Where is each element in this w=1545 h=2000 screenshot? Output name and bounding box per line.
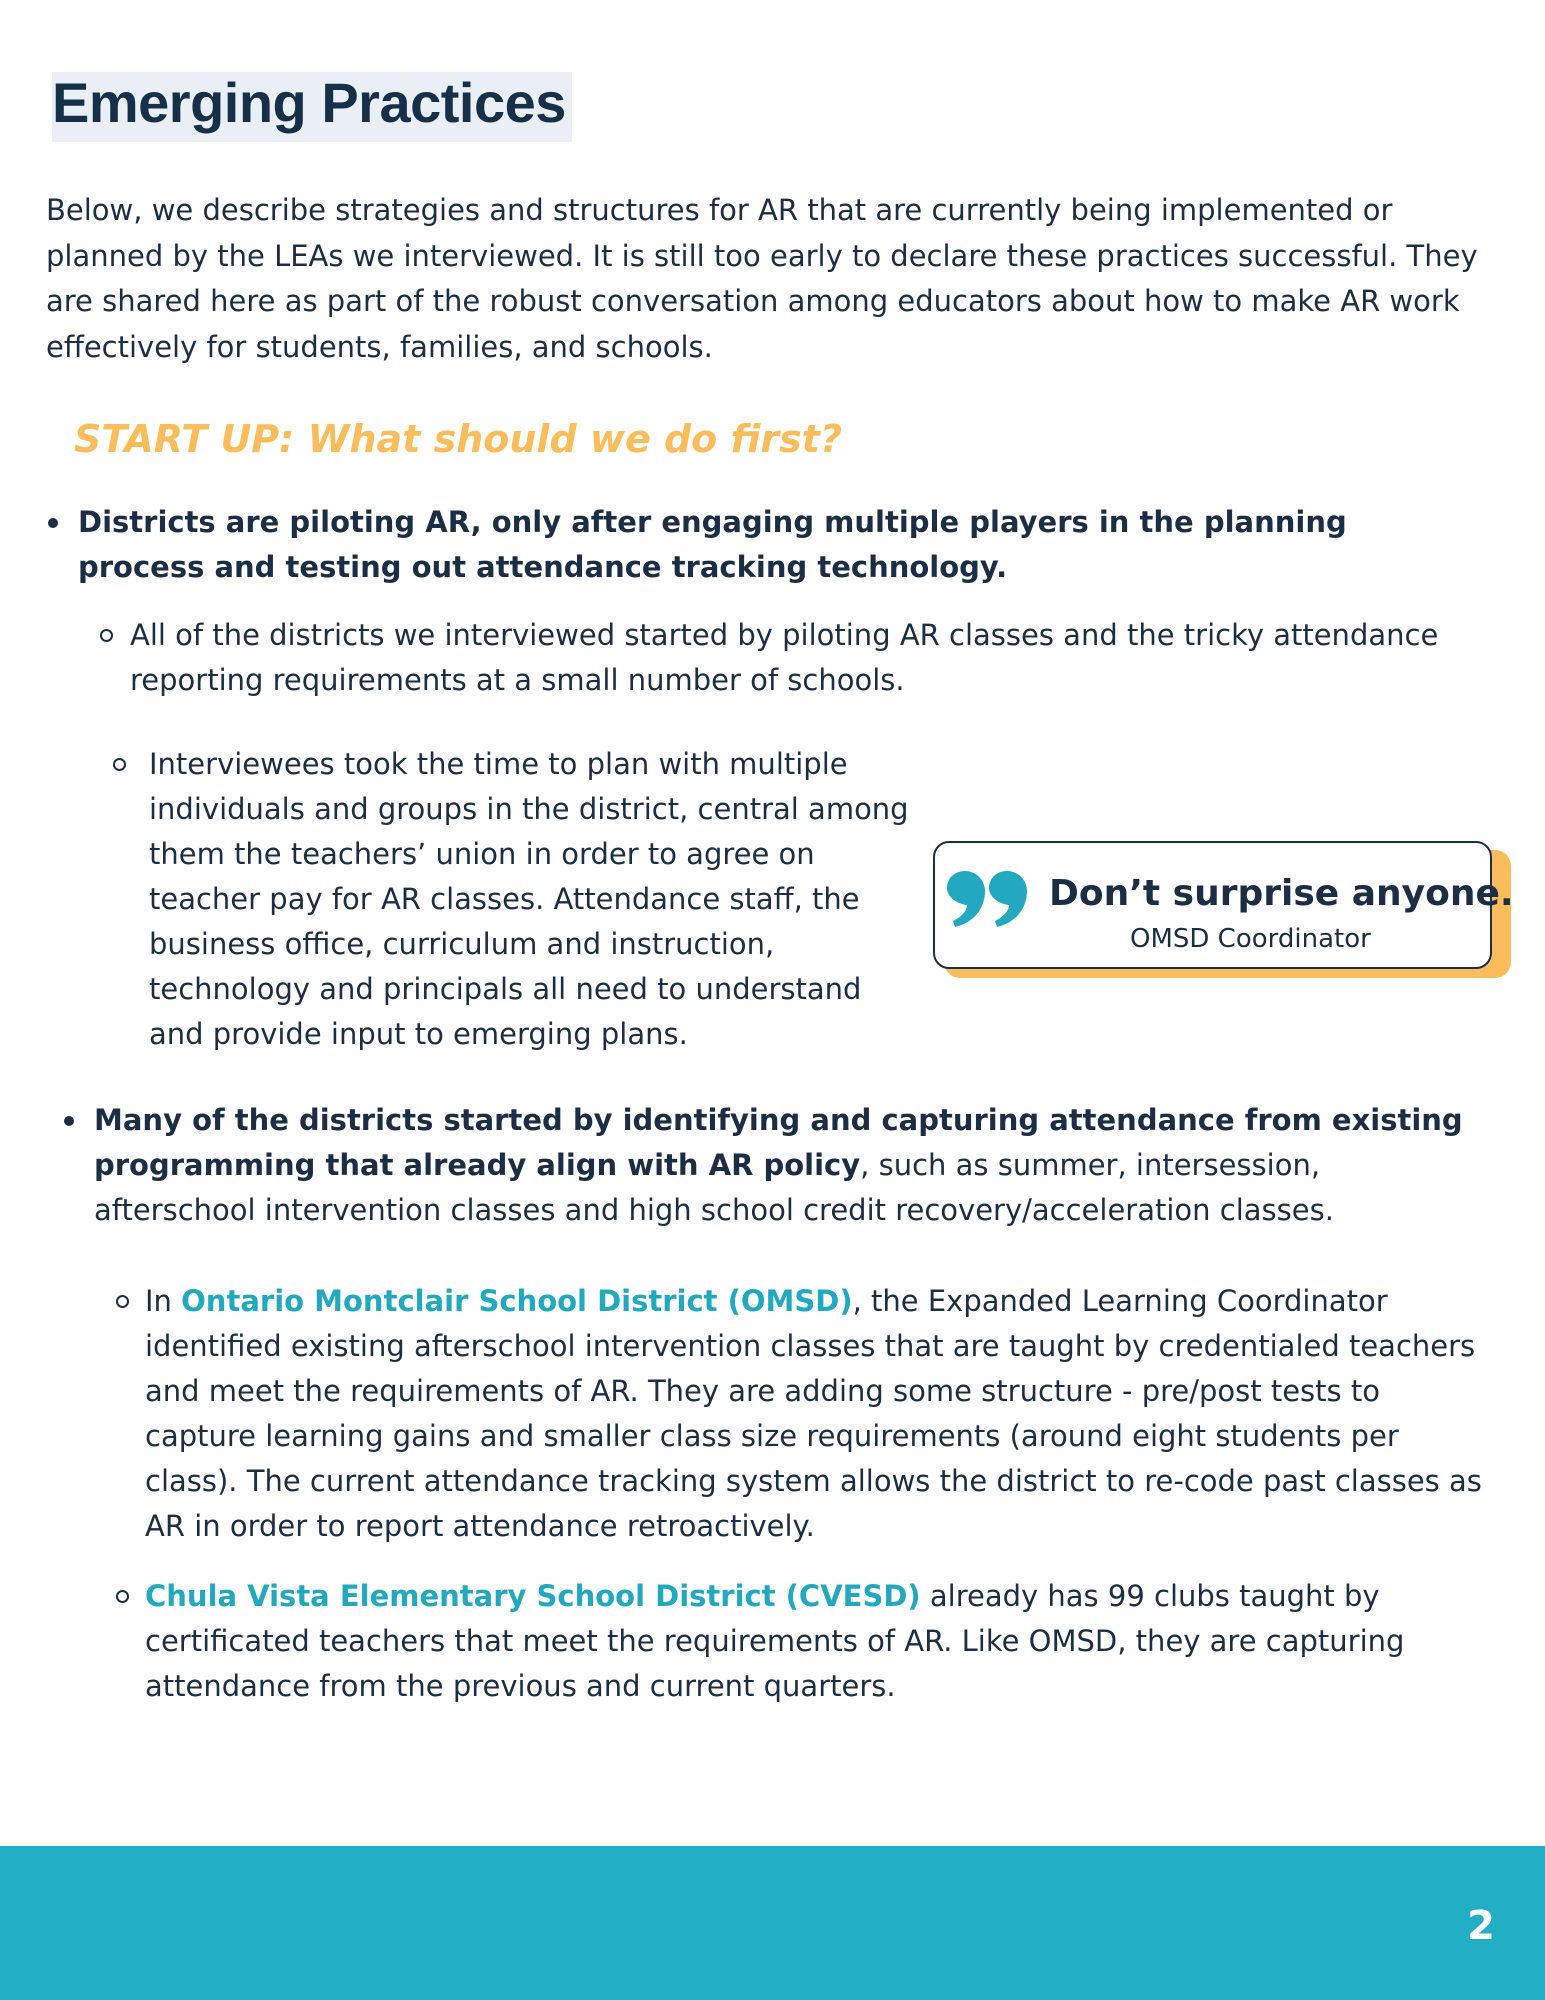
bullet-piloting [48,500,1448,590]
bullet-dot [48,518,58,528]
subbullet-cvesd-rest: already has 99 clubs taught by certificated teachers that meet the requirements of AR. Like OMSD, they are capturing attendance from the previous and current quarters. [145,1579,1405,1703]
district-link-omsd: Ontario Montclair School District (OMSD) [181,1284,853,1318]
subbullet-planning-text: Interviewees took the time to plan with multiple individuals and groups in the district, central among them the teachers’ union in order to agree on teacher pay for AR classes. Attendance staff, the business office, curriculum and instruction, technology and principals all need to understand and provide input to emerging plans. [149,747,909,1051]
subbullet-circle [113,758,126,771]
quote-attribution: OMSD Coordinator [1130,924,1371,954]
subbullet-piloting-schools [100,613,1480,703]
bullet-existing-programming [64,1098,1464,1233]
page-title: Emerging Practices [52,71,566,134]
bullet-existing-programming-bold: Many of the districts started by identifying and capturing attendance from existing programming that already align with AR policy [94,1103,1463,1182]
subbullet-planning [113,742,923,1057]
district-link-cvesd: Chula Vista Elementary School District (CVESD) [145,1579,921,1613]
page-number: 2 [1467,1903,1495,1949]
subbullet-circle [116,1295,129,1308]
subbullet-omsd [116,1279,1496,1549]
subbullet-piloting-schools-text: All of the districts we interviewed started by piloting AR classes and the tricky attendance reporting requirements at a small number of schools. [130,618,1439,697]
intro-paragraph: Below, we describe strategies and structures for AR that are currently being implemented or planned by the LEAs we interviewed. It is still too early to declare these practices successful. They are shared here as part of the robust conversation among educators about how to make AR work effectively for students, families, and schools. [46,193,1478,364]
section-subheading: START UP: What should we do first? [74,417,842,461]
quote-text: Don’t surprise anyone. [1049,873,1514,914]
subbullet-circle [116,1590,129,1603]
subbullet-omsd-text [145,1279,1496,1549]
quote-mark-icon [945,863,1031,933]
subbullet-circle [100,629,113,642]
footer-band [0,1846,1545,2000]
subbullet-cvesd [116,1574,1496,1709]
title-highlight [52,72,572,142]
quote-callout [933,841,1514,969]
bullet-existing-programming-text [94,1098,1464,1233]
subbullet-omsd-rest: , the Expanded Learning Coordinator identified existing afterschool intervention classes that are taught by credentialed teachers and meet the requirements of AR. They are adding some structure - pre/post tests to capture learning gains and smaller class size requirements (around eight students per class). The current attendance tracking system allows the district to re-code past classes as AR in order to report attendance retroactively. [145,1284,1482,1543]
bullet-existing-programming-rest: , such as summer, intersession, afterschool intervention classes and high school credit recovery/acceleration classes. [94,1148,1334,1227]
subbullet-omsd-prefix: In [145,1284,182,1318]
bullet-piloting-text: Districts are piloting AR, only after engaging multiple players in the planning process and testing out attendance tracking technology. [78,505,1347,584]
bullet-dot [64,1116,74,1126]
subbullet-cvesd-text [145,1574,1496,1709]
